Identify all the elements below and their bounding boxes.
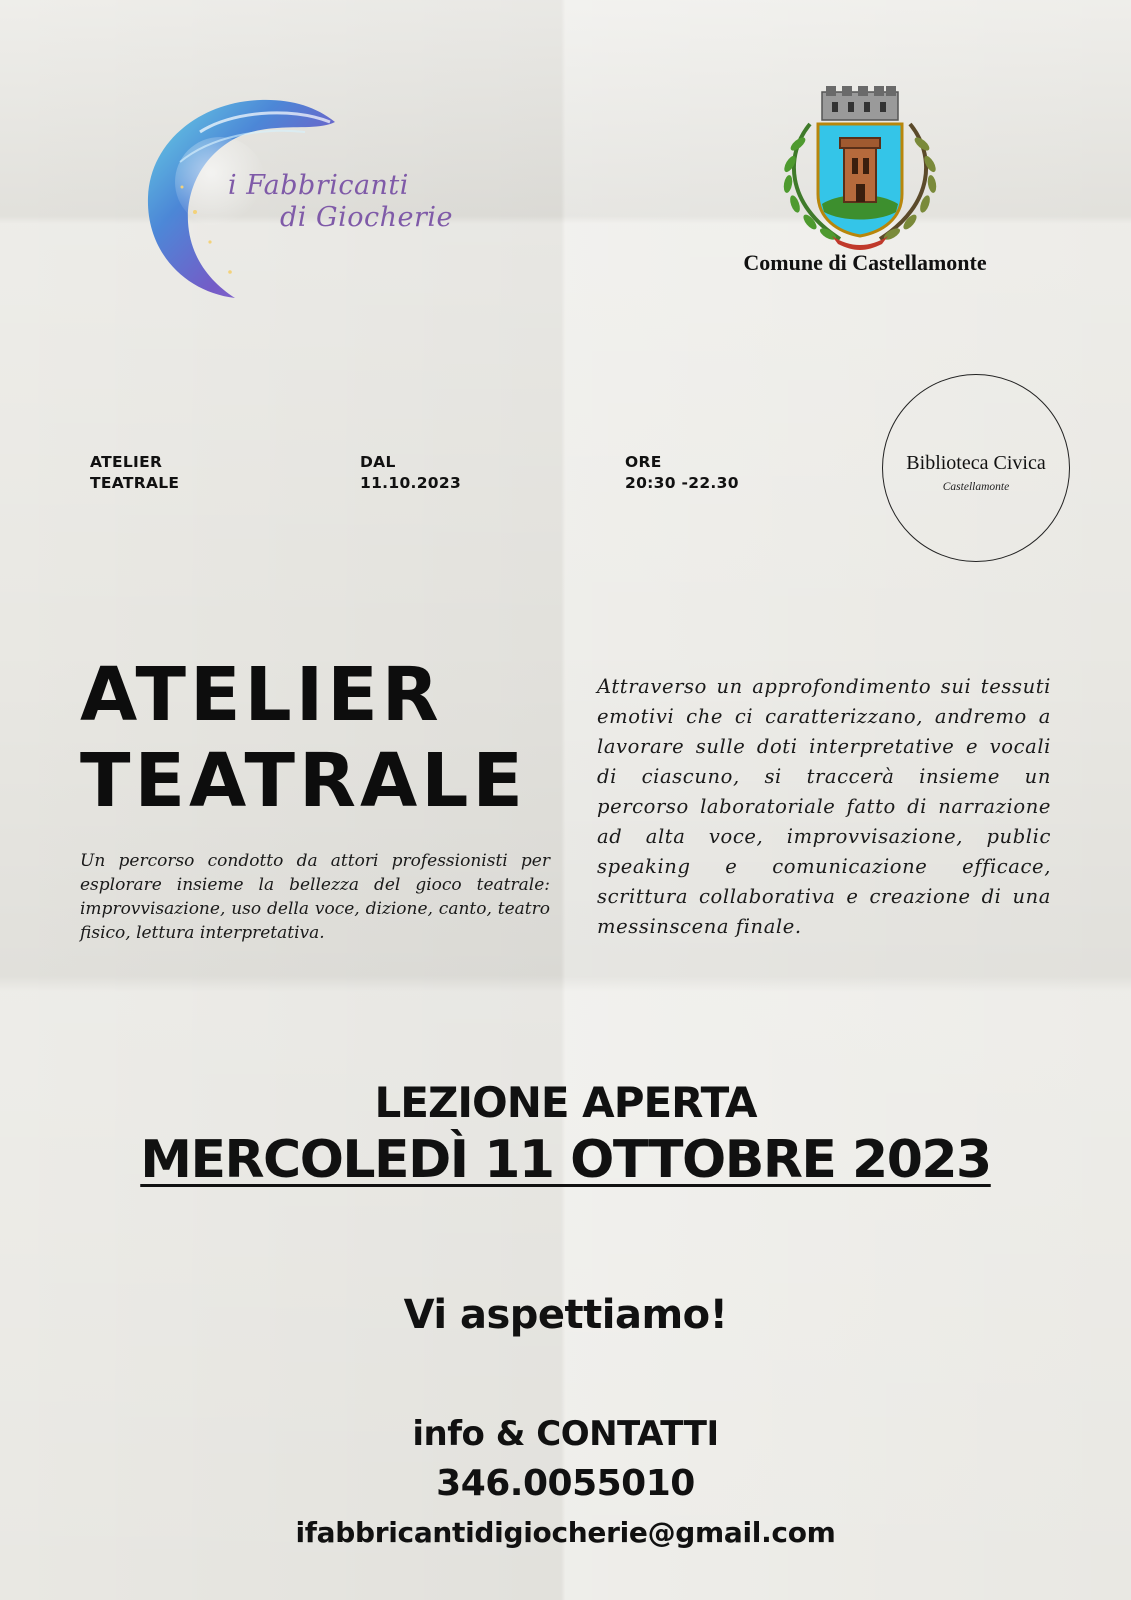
info-dal-label: DAL (360, 453, 396, 471)
logo-text-line1: i Fabbricanti (228, 170, 409, 201)
comune-name: Comune di Castellamonte (743, 250, 987, 275)
info-ore-value: 20:30 -22.30 (625, 474, 739, 492)
info-atelier (90, 452, 290, 494)
event-date-text: MERCOLEDÌ 11 OTTOBRE 2023 (140, 1130, 991, 1190)
info-hours (625, 452, 845, 494)
logo-text-line2: di Giocherie (280, 202, 453, 233)
comune-crest (770, 84, 950, 254)
event-heading: LEZIONE APERTA (374, 1078, 757, 1127)
description-left: Un percorso condotto da attori professionisti per esplorare insieme la bellezza del gioco teatrale: improvvisazione, uso della voce, dizione, canto, teatro fisico, lettura interpretativa. (80, 851, 550, 943)
info-dal-value: 11.10.2023 (360, 474, 462, 492)
contacts-label: info & CONTATTI (412, 1414, 719, 1454)
page-title (80, 652, 580, 824)
info-ore-label: ORE (625, 453, 662, 471)
info-start-date (360, 452, 560, 494)
event-date (0, 1130, 1131, 1190)
contacts-email: ifabbricantidigiocherie@gmail.com (295, 1516, 836, 1549)
info-atelier-line2: TEATRALE (90, 474, 180, 492)
title-line1: ATELIER (80, 652, 443, 738)
description-right: Attraverso un approfondimento sui tessuti emotivi che ci caratterizzano, andremo a lavorare sulle doti interpretative e vocali di ciascuno, si traccerà insieme un percorso laboratoriale fatto di narrazione ad alta voce, improvvisazione, public speaking e comunicazione efficace, scrittura collaborativa e creazione di una messinscena finale. (597, 675, 1051, 938)
info-atelier-line1: ATELIER (90, 453, 163, 471)
organizer-logo (140, 92, 453, 307)
biblioteca-subtitle: Castellamonte (942, 481, 1010, 493)
closing-text: Vi aspettiamo! (403, 1292, 728, 1338)
title-line2: TEATRALE (80, 738, 527, 824)
contacts-phone: 346.0055010 (436, 1463, 695, 1504)
coat-of-arms-icon (770, 84, 950, 254)
biblioteca-title: Biblioteca Civica (906, 452, 1046, 474)
